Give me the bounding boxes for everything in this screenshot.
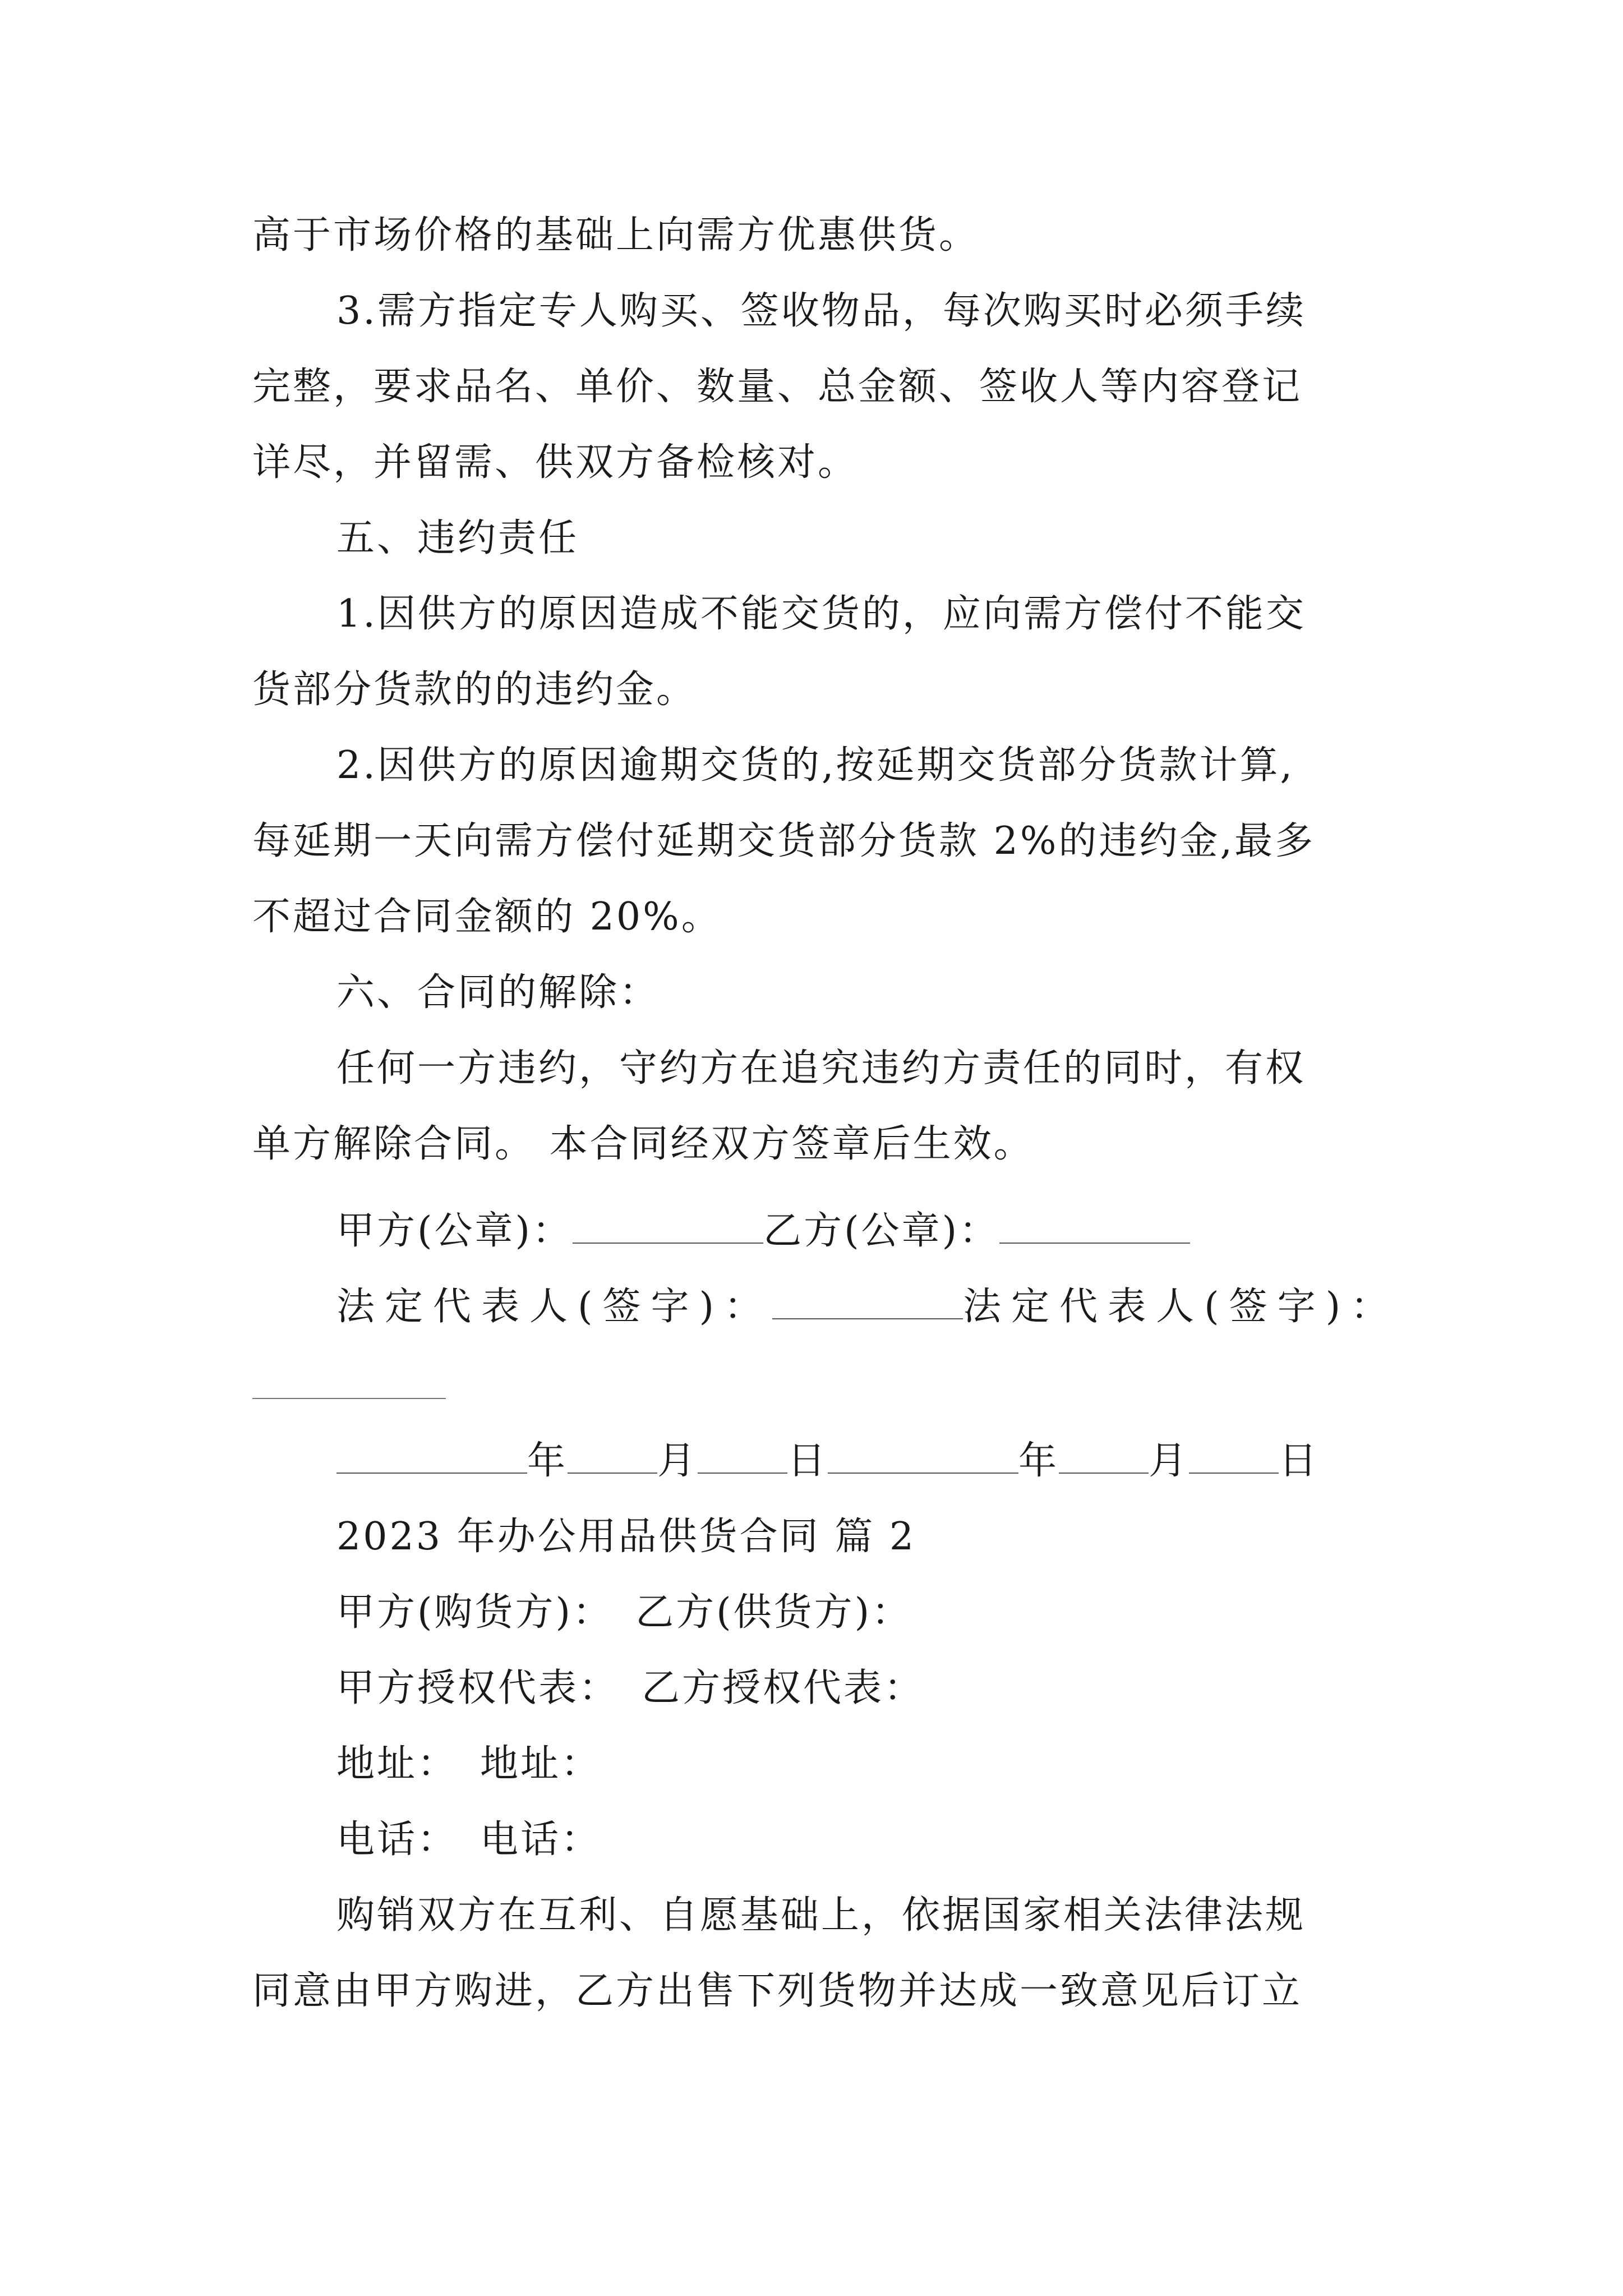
phone-a-label: 电话： [336,1818,458,1862]
parties-line [336,1590,912,1635]
text-line: 完整，要求品名、单价、数量、总金额、签收人等内容登记 [252,365,1303,409]
text-line: 不超过合同金额的 20%。 [252,895,722,939]
party-a-seal-label: 甲方(公章)： [336,1209,573,1253]
text-line: 同意由甲方购进，乙方出售下列货物并达成一致意见后订立 [252,1969,1303,2013]
party-a-seal-blank [573,1209,763,1244]
day-label: 日 [1279,1439,1320,1483]
text-line: 2.因供方的原因逾期交货的,按延期交货部分货款计算, [336,743,1295,788]
buyer-label: 甲方(购货方)： [336,1590,614,1635]
text-line: 购销双方在互利、自愿基础上，依据国家相关法律法规 [336,1893,1306,1938]
text-line: 货部分货款的的违约金。 [252,668,697,712]
year-label: 年 [527,1439,568,1483]
year-label: 年 [1018,1439,1059,1483]
text-line: 单方解除合同。 本合同经双方签章后生效。 [252,1122,1034,1166]
reps-line [336,1666,924,1711]
rep-a-blank [772,1285,963,1319]
text-line: 任何一方违约，守约方在追究违约方责任的同时，有权 [336,1046,1306,1091]
phone-line [336,1818,601,1862]
text-line: 3.需方指定专人购买、签收物品，每次购买时必须手续 [336,289,1306,333]
section-title: 2023 年办公用品供货合同 篇 2 [336,1515,916,1559]
year-blank [336,1439,527,1474]
month-blank [568,1439,657,1474]
text-line: 每延期一天向需方偿付延期交货部分货款 2%的违约金,最多 [252,819,1316,863]
rep-line [336,1285,1399,1329]
phone-b-label: 电话： [480,1818,602,1862]
day-label: 日 [787,1439,828,1483]
party-b-seal-blank [999,1209,1190,1244]
month-blank [1059,1439,1149,1474]
buyer-rep-label: 甲方授权代表： [336,1666,620,1710]
month-label: 月 [1149,1439,1189,1483]
seal-line [336,1209,1190,1254]
day-blank [698,1439,787,1474]
month-label: 月 [657,1439,698,1483]
party-b-seal-label: 乙方(公章)： [763,1209,1000,1253]
rep-b-label: 法定代表人(签字)： [963,1285,1399,1329]
rep-a-label: 法定代表人(签字)： [336,1285,773,1329]
address-line [336,1742,601,1787]
address-a-label: 地址： [336,1742,458,1786]
section-heading: 六、合同的解除： [336,970,660,1015]
text-line: 1.因供方的原因造成不能交货的，应向需方偿付不能交 [336,592,1306,636]
text-line: 详尽，并留需、供双方备检核对。 [252,440,859,485]
address-b-label: 地址： [480,1742,602,1786]
text-line: 高于市场价格的基础上向需方优惠供货。 [252,213,980,257]
date-line [336,1439,1319,1484]
day-blank [1189,1439,1279,1474]
year-blank [828,1439,1018,1474]
section-heading: 五、违约责任 [336,516,579,560]
seller-rep-label: 乙方授权代表： [642,1666,925,1710]
seller-label: 乙方(供货方)： [635,1590,912,1635]
rep-b-blank [252,1398,446,1399]
